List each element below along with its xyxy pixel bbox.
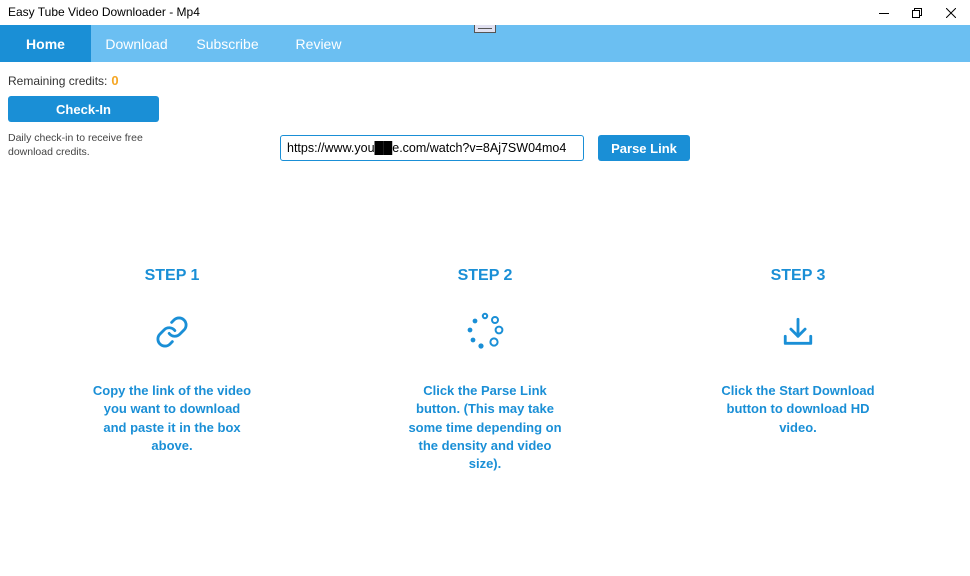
link-icon xyxy=(152,312,192,352)
close-button[interactable] xyxy=(934,0,968,25)
url-input[interactable] xyxy=(280,135,584,161)
step-1-text: Copy the link of the video you want to download and paste it in the box above. xyxy=(92,383,252,453)
credits-value: 0 xyxy=(111,73,119,88)
restore-button[interactable] xyxy=(900,0,934,25)
tab-download[interactable]: Download xyxy=(105,35,168,52)
check-in-button[interactable]: Check-In xyxy=(8,96,159,122)
parse-link-button[interactable]: Parse Link xyxy=(598,135,690,161)
step-1 xyxy=(72,266,272,455)
step-2 xyxy=(385,266,585,473)
tab-home[interactable]: Home xyxy=(0,25,91,62)
minimize-icon xyxy=(879,8,889,18)
restore-icon xyxy=(912,8,922,18)
credits-label: Remaining credits: xyxy=(8,74,108,88)
step-1-title: STEP 1 xyxy=(144,267,200,284)
drag-handle[interactable] xyxy=(474,25,496,33)
step-3-text: Click the Start Download button to download HD video. xyxy=(721,383,875,435)
tab-review[interactable]: Review xyxy=(295,35,342,52)
check-in-hint: Daily check-in to receive free download credits. xyxy=(8,132,143,158)
nav-bar xyxy=(0,25,970,62)
minimize-button[interactable] xyxy=(867,0,901,25)
step-2-text: Click the Parse Link button. (This may take some time depending on the density and video size). xyxy=(408,383,562,472)
step-3 xyxy=(698,266,898,437)
close-icon xyxy=(946,8,956,18)
loading-spinner-icon xyxy=(465,312,505,352)
step-3-title: STEP 3 xyxy=(770,267,826,284)
window-title: Easy Tube Video Downloader - Mp4 xyxy=(8,5,200,19)
step-2-title: STEP 2 xyxy=(457,267,513,284)
download-icon xyxy=(778,312,818,352)
remaining-credits xyxy=(8,73,119,88)
tab-subscribe[interactable]: Subscribe xyxy=(196,35,259,52)
title-bar xyxy=(0,0,970,25)
